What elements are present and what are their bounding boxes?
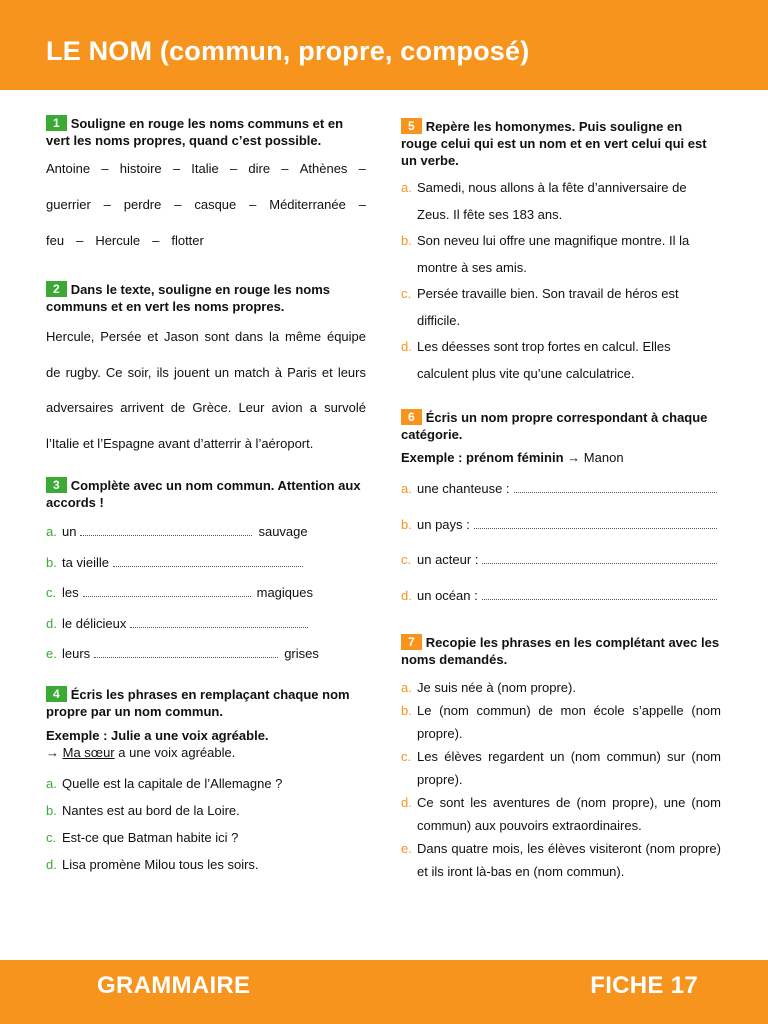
list-item bbox=[401, 699, 721, 745]
item-text: grises bbox=[284, 646, 319, 661]
list-item bbox=[401, 837, 721, 883]
word: Athènes bbox=[299, 161, 348, 176]
item-text: Samedi, nous allons à la fête d’anniversaire de Zeus. Il fête ses 183 ans. bbox=[417, 180, 687, 222]
word-line-2 bbox=[46, 187, 366, 223]
item-text: Les élèves regardent un (nom commun) sur (nom propre). bbox=[417, 749, 721, 787]
word: Hercule bbox=[95, 233, 141, 248]
exercise-number-badge: 7 bbox=[401, 634, 422, 650]
example-label: Exemple : prénom féminin bbox=[401, 450, 564, 465]
footer-sheet-number: FICHE 17 bbox=[590, 972, 698, 999]
item-letter: a. bbox=[401, 180, 412, 195]
instruction-text: Souligne en rouge les noms communs et en vert les noms propres, quand c’est possible. bbox=[46, 116, 344, 148]
item-letter: c. bbox=[401, 552, 412, 567]
item-text: Nantes est au bord de la Loire. bbox=[62, 802, 240, 818]
list-item bbox=[401, 587, 721, 623]
item-letter: d. bbox=[46, 615, 57, 631]
list-item bbox=[46, 615, 366, 646]
exercise-4 bbox=[46, 686, 366, 883]
exercise-number-badge: 4 bbox=[46, 686, 67, 702]
list-item bbox=[401, 480, 721, 516]
exercise-7-instruction bbox=[401, 634, 721, 668]
dash: – bbox=[358, 197, 366, 212]
item-text: Quelle est la capitale de l’Allemagne ? bbox=[62, 775, 283, 791]
item-text: leurs bbox=[62, 646, 91, 661]
word-line-3 bbox=[46, 223, 366, 259]
item-text: Ce sont les aventures de (nom propre), une (nom commun) aux pouvoirs extraordinaires. bbox=[417, 795, 721, 833]
item-letter: d. bbox=[401, 339, 412, 354]
list-item bbox=[46, 829, 366, 856]
item-letter: c. bbox=[46, 585, 57, 600]
arrow-icon: → bbox=[567, 450, 581, 465]
exercise-number-badge: 5 bbox=[401, 118, 422, 134]
item-text: Est-ce que Batman habite ici ? bbox=[62, 829, 239, 845]
instruction-text: Écris les phrases en remplaçant chaque nom propre par un nom commun. bbox=[46, 686, 350, 719]
answer-dotted-line[interactable] bbox=[474, 518, 717, 529]
list-item bbox=[401, 281, 721, 334]
list-item bbox=[401, 791, 721, 837]
word-line-1 bbox=[46, 151, 366, 187]
instruction-text: Complète avec un nom commun. Attention aux accords ! bbox=[46, 478, 361, 510]
item-text: Les déesses sont trop fortes en calcul. Elles calculent plus vite qu’une calculatrice. bbox=[417, 339, 671, 381]
list-item bbox=[46, 554, 366, 585]
list-item bbox=[401, 551, 721, 587]
exercise-2-text: Hercule, Persée et Jason sont dans la même équipe de rugby. Ce soir, ils jouent un match à Paris et leurs adversaires arrivent de Grèce. Leur avion a survolé l’Italie et l’Espagne avant d’atterrir à l’aéroport. bbox=[46, 329, 366, 451]
item-letter: a. bbox=[46, 524, 57, 539]
example-label: Exemple : Julie a une voix agréable. bbox=[46, 727, 269, 743]
word: perdre bbox=[123, 197, 162, 212]
left-column bbox=[46, 115, 366, 883]
item-letter: b. bbox=[401, 233, 412, 248]
exercise-3 bbox=[46, 477, 366, 676]
dash: – bbox=[103, 197, 111, 212]
answer-dotted-line[interactable] bbox=[83, 586, 251, 597]
list-item bbox=[401, 228, 721, 281]
item-text: le délicieux bbox=[62, 615, 127, 631]
arrow-icon: → bbox=[46, 744, 59, 760]
item-text: Dans quatre mois, les élèves visiteront (nom propre) et ils iront là-bas en (nom commun). bbox=[417, 841, 721, 879]
answer-dotted-line[interactable] bbox=[482, 553, 717, 564]
item-letter: e. bbox=[401, 841, 412, 856]
item-letter: c. bbox=[46, 829, 57, 845]
exercise-7 bbox=[401, 634, 721, 883]
word: flotter bbox=[171, 233, 204, 248]
item-text: Son neveu lui offre une magnifique montre. Il la montre à ses amis. bbox=[417, 233, 690, 275]
item-text: une chanteuse : bbox=[417, 481, 510, 496]
word: Antoine bbox=[46, 161, 91, 176]
item-letter: d. bbox=[401, 587, 412, 603]
instruction-text: Repère les homonymes. Puis souligne en rouge celui qui est un nom et en vert celui qui est un verbe. bbox=[401, 119, 707, 168]
answer-dotted-line[interactable] bbox=[482, 589, 717, 600]
item-letter: b. bbox=[401, 516, 412, 532]
dash: – bbox=[281, 161, 289, 176]
exercise-4-instruction bbox=[46, 686, 366, 720]
answer-dotted-line[interactable] bbox=[94, 647, 278, 658]
instruction-text: Écris un nom propre correspondant à chaque catégorie. bbox=[401, 410, 708, 442]
exercise-6-instruction bbox=[401, 409, 721, 443]
example-answer bbox=[46, 744, 366, 761]
list-item bbox=[401, 175, 721, 228]
item-text: Je suis née à (nom propre). bbox=[417, 680, 576, 695]
instruction-text: Dans le texte, souligne en rouge les noms communs et en vert les noms propres. bbox=[46, 282, 331, 314]
item-letter: d. bbox=[401, 795, 412, 810]
item-text: ta vieille bbox=[62, 554, 109, 570]
list-item bbox=[46, 645, 366, 676]
item-text: sauvage bbox=[258, 524, 308, 539]
word: feu bbox=[46, 233, 65, 248]
page-title: LE NOM (commun, propre, composé) bbox=[46, 36, 530, 66]
dash: – bbox=[174, 197, 182, 212]
answer-dotted-line[interactable] bbox=[113, 556, 303, 567]
word: casque bbox=[194, 197, 237, 212]
dash: – bbox=[249, 197, 257, 212]
item-text: un acteur : bbox=[417, 552, 479, 567]
exercise-5 bbox=[401, 118, 721, 387]
item-text: un pays : bbox=[417, 516, 470, 532]
list-item bbox=[401, 334, 721, 387]
answer-dotted-line[interactable] bbox=[130, 617, 308, 628]
exercise-number-badge: 3 bbox=[46, 477, 67, 493]
item-text: Persée travaille bien. Son travail de héros est difficile. bbox=[417, 286, 679, 328]
item-letter: a. bbox=[401, 680, 412, 695]
item-text: Le (nom commun) de mon école s’appelle (nom propre). bbox=[417, 703, 721, 741]
list-item bbox=[401, 676, 721, 699]
item-letter: e. bbox=[46, 646, 57, 661]
word: guerrier bbox=[46, 197, 91, 212]
list-item bbox=[46, 802, 366, 829]
item-text: Lisa promène Milou tous les soirs. bbox=[62, 856, 259, 872]
item-text: un bbox=[62, 524, 77, 539]
word: dire bbox=[248, 161, 271, 176]
exercise-number-badge: 6 bbox=[401, 409, 422, 425]
exercise-2-instruction bbox=[46, 281, 366, 315]
list-item bbox=[46, 584, 366, 615]
item-letter: b. bbox=[46, 554, 57, 570]
dash: – bbox=[152, 233, 160, 248]
word: Méditerranée bbox=[269, 197, 346, 212]
list-item bbox=[401, 745, 721, 791]
item-letter: a. bbox=[401, 481, 412, 496]
item-letter: c. bbox=[401, 749, 412, 764]
list-item bbox=[46, 523, 366, 554]
exercise-3-instruction bbox=[46, 477, 366, 511]
example-value: Manon bbox=[583, 450, 624, 465]
dash: – bbox=[229, 161, 238, 176]
exercise-1 bbox=[46, 115, 366, 259]
example-rest: a une voix agréable. bbox=[118, 744, 236, 760]
dash: – bbox=[101, 161, 109, 176]
item-text: les bbox=[62, 585, 79, 600]
item-letter: b. bbox=[46, 802, 57, 818]
exercise-number-badge: 1 bbox=[46, 115, 67, 131]
list-item bbox=[46, 775, 366, 802]
answer-dotted-line[interactable] bbox=[80, 525, 252, 536]
header-banner bbox=[0, 0, 768, 90]
footer-subject: GRAMMAIRE bbox=[97, 972, 251, 999]
list-item bbox=[401, 516, 721, 552]
instruction-text: Recopie les phrases en les complétant avec les noms demandés. bbox=[401, 635, 720, 667]
exercise-number-badge: 2 bbox=[46, 281, 67, 297]
dash: – bbox=[76, 233, 84, 248]
item-letter: c. bbox=[401, 286, 412, 301]
exercise-6 bbox=[401, 409, 721, 622]
word: Italie bbox=[191, 161, 219, 176]
item-text: un océan : bbox=[417, 587, 478, 603]
exercise-2 bbox=[46, 281, 366, 461]
item-letter: b. bbox=[401, 703, 412, 718]
exercise-5-instruction bbox=[401, 118, 721, 169]
item-text: magiques bbox=[256, 585, 313, 600]
word: histoire bbox=[119, 161, 162, 176]
example-line bbox=[401, 449, 721, 466]
exercise-1-instruction bbox=[46, 115, 366, 149]
answer-dotted-line[interactable] bbox=[514, 482, 717, 493]
list-item bbox=[46, 856, 366, 883]
item-letter: a. bbox=[46, 775, 57, 791]
right-column bbox=[401, 118, 721, 883]
example-underlined: Ma sœur bbox=[62, 744, 115, 760]
dash: – bbox=[172, 161, 181, 176]
item-letter: d. bbox=[46, 856, 57, 872]
dash: – bbox=[358, 161, 366, 176]
